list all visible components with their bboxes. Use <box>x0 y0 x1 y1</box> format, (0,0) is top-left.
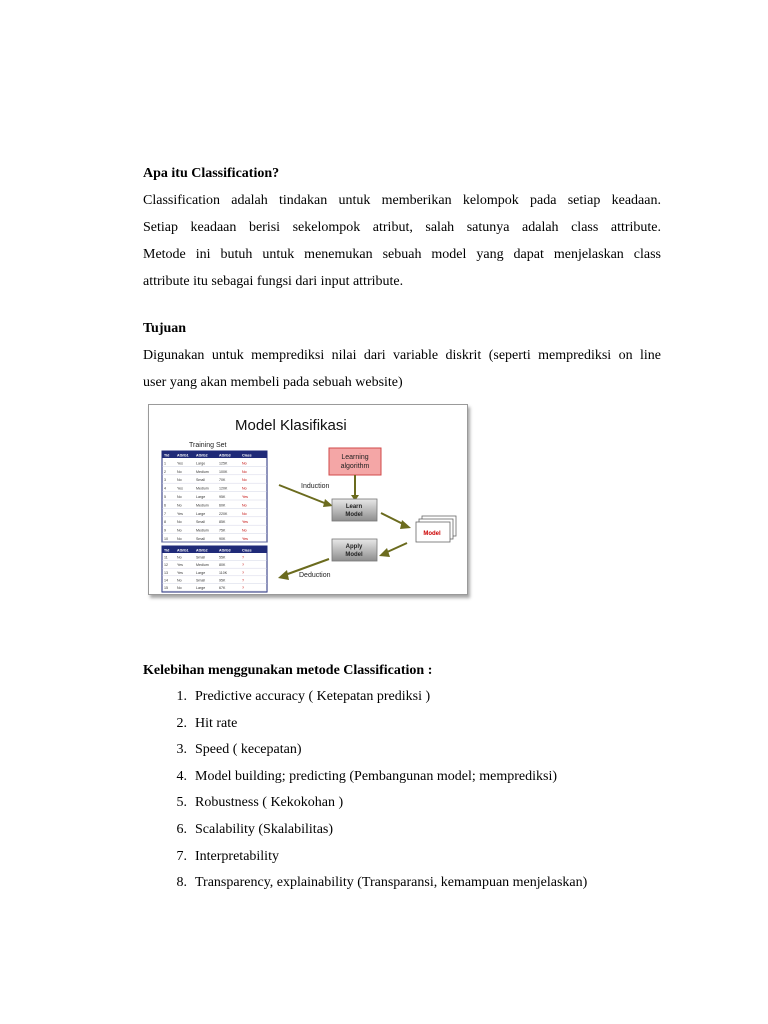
paragraph-line: Classification adalah tindakan untuk memberikan kelompok pada setiap keadaan. <box>143 193 661 208</box>
list-item <box>143 764 663 791</box>
table-cell: 11 <box>164 555 168 560</box>
paragraph-line: Metode ini butuh untuk menemukan sebuah model yang dapat menjelaskan class <box>143 247 661 262</box>
table-cell: Small <box>196 537 205 541</box>
table-cell: Medium <box>196 469 209 474</box>
model-stack <box>416 516 456 542</box>
table-cell: Large <box>196 461 206 466</box>
list-number: 2. <box>176 715 187 731</box>
learning-algorithm-box <box>329 448 381 475</box>
table-cell: 5 <box>164 495 166 499</box>
table-header-cell: Tid <box>164 453 170 458</box>
arrow-to-apply <box>385 543 407 553</box>
list-text: Scalability (Skalabilitas) <box>195 821 334 837</box>
table-cell: Yes <box>242 537 248 541</box>
list-number: 8. <box>176 875 187 891</box>
table-cell: 120K <box>219 486 228 491</box>
list-number: 3. <box>176 742 187 758</box>
figure-title: Model Klasifikasi <box>235 417 347 434</box>
apply-model-text: Apply <box>345 544 363 550</box>
table-header-cell: Attrib1 <box>177 548 189 553</box>
classification-diagram <box>149 405 467 594</box>
table-cell: 110K <box>219 570 228 575</box>
table-cell: No <box>242 528 247 533</box>
table-cell: 14 <box>164 578 168 583</box>
list-text: Speed ( kecepatan) <box>195 742 302 758</box>
table-cell: 100K <box>219 469 228 474</box>
list-number: 5. <box>176 795 187 811</box>
table-cell: 90K <box>219 537 226 541</box>
list-item <box>143 870 663 897</box>
apply-model-box <box>332 539 377 561</box>
training-set-table <box>162 451 267 542</box>
advantages-list <box>143 684 663 897</box>
table-cell: Yes <box>177 486 183 491</box>
list-item <box>143 737 663 764</box>
table-cell: 60K <box>219 503 226 508</box>
paragraph-line: Setiap keadaan berisi sekelompok atribut, salah satunya adalah class attribute. <box>143 220 661 235</box>
table-cell: No <box>242 478 247 483</box>
table-cell: ? <box>242 586 244 590</box>
table-cell: 2 <box>164 469 166 474</box>
table-cell: 1 <box>164 461 166 466</box>
table-cell: No <box>242 461 247 466</box>
training-set-label: Training Set <box>189 442 227 449</box>
learn-model-text: Model <box>345 512 363 518</box>
table-cell: ? <box>242 555 244 560</box>
arrow-head <box>400 520 411 529</box>
table-cell: No <box>177 478 182 483</box>
list-item <box>143 711 663 738</box>
apply-model-text: Model <box>345 552 363 558</box>
table-cell: Small <box>196 578 205 583</box>
table-cell: 95K <box>219 495 226 499</box>
table-header-cell: Tid <box>164 548 170 553</box>
table-cell: ? <box>242 578 244 583</box>
table-cell: Medium <box>196 563 209 568</box>
table-cell: Medium <box>196 528 209 533</box>
table-cell: No <box>177 469 182 474</box>
list-text: Model building; predicting (Pembangunan model; memprediksi) <box>195 768 557 784</box>
list-number: 7. <box>176 848 187 864</box>
table-header-cell: Class <box>242 548 252 553</box>
table-cell: 15 <box>164 586 168 590</box>
table-cell: No <box>177 537 182 541</box>
table-cell: No <box>177 503 182 508</box>
table-cell: 80K <box>219 563 226 568</box>
table-cell: Large <box>196 570 206 575</box>
table-cell: Small <box>196 555 205 560</box>
table-cell: ? <box>242 570 244 575</box>
table-cell: No <box>177 520 182 525</box>
list-number: 1. <box>176 689 187 704</box>
table-cell: Yes <box>242 495 248 499</box>
table-cell: 13 <box>164 570 168 575</box>
table-cell: No <box>177 586 182 590</box>
list-item <box>143 817 663 844</box>
induction-label: Induction <box>301 483 330 490</box>
table-cell: No <box>242 469 247 474</box>
table-cell: 3 <box>164 478 166 483</box>
table-cell: No <box>177 495 182 499</box>
table-cell: 55K <box>219 555 226 560</box>
arrow-head <box>323 499 333 507</box>
table-cell: 95K <box>219 578 226 583</box>
table-cell: 85K <box>219 520 226 525</box>
table-cell: 7 <box>164 511 166 516</box>
table-cell: 67K <box>219 586 226 590</box>
learning-algorithm-text: algorithm <box>340 463 370 470</box>
section-heading-tujuan: Tujuan <box>143 321 187 336</box>
test-set-table <box>162 546 267 592</box>
table-header-cell: Class <box>242 453 252 458</box>
table-header-cell: Attrib3 <box>219 548 231 553</box>
list-number: 6. <box>176 821 187 837</box>
table-cell: Yes <box>177 511 183 516</box>
table-cell: Large <box>196 586 206 590</box>
learning-algorithm-text: Learning <box>341 454 369 461</box>
list-text: Predictive accuracy ( Ketepatan prediksi ) <box>195 689 431 704</box>
table-cell: Yes <box>177 563 183 568</box>
table-cell: ? <box>242 563 244 568</box>
list-item <box>143 844 663 871</box>
table-cell: 70K <box>219 478 226 483</box>
table-cell: 125K <box>219 461 228 466</box>
list-number: 4. <box>176 768 187 784</box>
table-cell: Yes <box>177 570 183 575</box>
learn-model-box <box>332 499 377 521</box>
table-header-cell: Attrib2 <box>196 548 208 553</box>
section-heading-advantages: Kelebihan menggunakan metode Classification : <box>143 663 433 678</box>
classification-model-figure <box>148 404 468 595</box>
table-cell: 8 <box>164 520 166 525</box>
paragraph-line: user yang akan membeli pada sebuah website) <box>143 375 403 390</box>
table-cell: No <box>242 503 247 508</box>
model-text: Model <box>423 531 441 537</box>
table-cell: No <box>177 528 182 533</box>
list-text: Robustness ( Kekokohan ) <box>195 795 344 811</box>
table-cell: Yes <box>177 461 183 466</box>
paragraph-line: attribute itu sebagai fungsi dari input attribute. <box>143 274 404 289</box>
paragraph-line: Digunakan untuk memprediksi nilai dari variable diskrit (seperti memprediksi on line <box>143 348 661 363</box>
list-text: Transparency, explainability (Transparansi, kemampuan menjelaskan) <box>195 875 588 891</box>
table-cell: 12 <box>164 563 168 568</box>
table-header-cell: Attrib1 <box>177 453 189 458</box>
table-cell: Yes <box>242 520 248 525</box>
arrow-head <box>379 548 390 557</box>
section-heading-classification: Apa itu Classification? <box>143 166 280 181</box>
table-cell: Small <box>196 478 205 483</box>
table-cell: No <box>177 578 182 583</box>
list-text: Hit rate <box>195 715 238 731</box>
table-cell: Medium <box>196 503 209 508</box>
document-page <box>143 160 661 396</box>
list-text: Interpretability <box>195 848 279 864</box>
table-cell: 9 <box>164 528 166 533</box>
table-cell: Small <box>196 520 205 525</box>
table-cell: 4 <box>164 486 166 491</box>
table-cell: No <box>242 511 247 516</box>
table-cell: 6 <box>164 503 166 508</box>
table-cell: Large <box>196 495 206 499</box>
table-cell: Medium <box>196 486 209 491</box>
table-cell: 10 <box>164 537 168 541</box>
arrow-head <box>278 570 289 580</box>
table-cell: No <box>242 486 247 491</box>
table-cell: No <box>177 555 182 560</box>
learn-model-text: Learn <box>345 504 363 510</box>
list-item <box>143 684 663 711</box>
table-header-cell: Attrib2 <box>196 453 208 458</box>
table-header-cell: Attrib3 <box>219 453 231 458</box>
deduction-label: Deduction <box>299 572 331 579</box>
advantages-section <box>143 657 663 897</box>
table-cell: 220K <box>219 511 228 516</box>
table-cell: Large <box>196 511 206 516</box>
list-item <box>143 790 663 817</box>
table-cell: 75K <box>219 528 226 533</box>
